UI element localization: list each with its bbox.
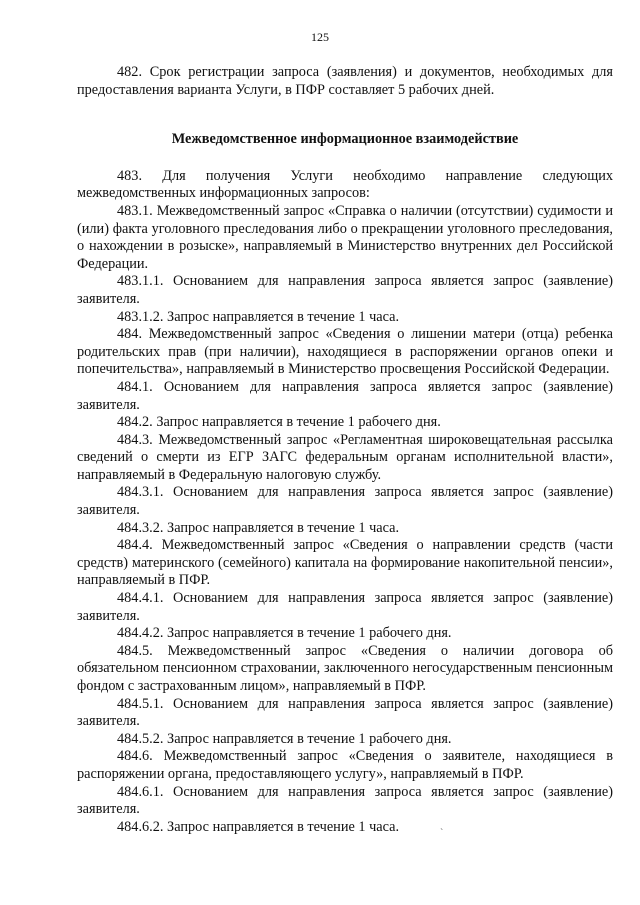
paragraph: 484.2. Запрос направляется в течение 1 рабочего дня.: [117, 414, 441, 431]
paragraph: 484.3. Межведомственный запрос «Регламентная широковещательная рассылка сведений о смерти из ЕГР ЗАГС федеральным органам исполнительной власти», направляемый в Федеральную налоговую службу.: [77, 431, 613, 483]
paragraph: 484.6. Межведомственный запрос «Сведения о заявителе, находящиеся в распоряжении органа, предоставляющего услугу», направляемый в ПФР.: [77, 748, 613, 782]
paragraph: 484.5. Межведомственный запрос «Сведения о наличии договора об обязательном пенсионном страховании, заключенного негосударственным пенсионным фондом с застрахованным лицом», направляемый в ПФР.: [77, 642, 613, 694]
paragraph: 483.1.2. Запрос направляется в течение 1 часа.: [117, 308, 400, 325]
paragraph: 484.6.2. Запрос направляется в течение 1 часа.: [117, 818, 400, 835]
paragraph: 484.4.2. Запрос направляется в течение 1 рабочего дня.: [117, 625, 452, 642]
paragraph: 484. Межведомственный запрос «Сведения о лишении матери (отца) ребенка родительских прав (при наличии), находящиеся в распоряжении органов опеки и попечительства», направляемый в Министерство просвещения Российской Федерации.: [77, 326, 613, 378]
document-body: [77, 64, 613, 836]
scan-mark: `: [440, 828, 444, 839]
paragraph: 484.4.1. Основанием для направления запроса является запрос (заявление) заявителя.: [77, 590, 613, 624]
paragraph: 484.1. Основанием для направления запроса является запрос (заявление) заявителя.: [77, 378, 613, 413]
paragraph: 484.3.1. Основанием для направления запроса является запрос (заявление) заявителя.: [77, 484, 613, 519]
paragraph: 484.5.2. Запрос направляется в течение 1 рабочего дня.: [117, 730, 452, 747]
section-heading: Межведомственное информационное взаимодействие: [171, 131, 519, 148]
paragraph: 484.6.1. Основанием для направления запроса является запрос (заявление) заявителя.: [77, 783, 613, 818]
page-number: 125: [311, 30, 329, 44]
paragraph: 483. Для получения Услуги необходимо направление следующих межведомственных информационных запросов:: [77, 167, 613, 202]
paragraph: 483.1. Межведомственный запрос «Справка о наличии (отсутствии) судимости и (или) факта уголовного преследования либо о прекращении уголовного преследования, о нахождении в розыске», направляемый в Министерство внутренних дел Российской Федерации.: [77, 202, 613, 272]
paragraph: 484.4. Межведомственный запрос «Сведения о направлении средств (части средств) материнского (семейного) капитала на формирование накопительной пенсии», направляемый в ПФР.: [77, 537, 613, 589]
paragraph: 484.3.2. Запрос направляется в течение 1 часа.: [117, 519, 400, 536]
paragraph: 482. Срок регистрации запроса (заявления) и документов, необходимых для предоставления варианта Услуги, в ПФР составляет 5 рабочих дней.: [77, 64, 613, 98]
paragraph: 483.1.1. Основанием для направления запроса является запрос (заявление) заявителя.: [77, 273, 613, 307]
paragraph: 484.5.1. Основанием для направления запроса является запрос (заявление) заявителя.: [77, 695, 613, 730]
